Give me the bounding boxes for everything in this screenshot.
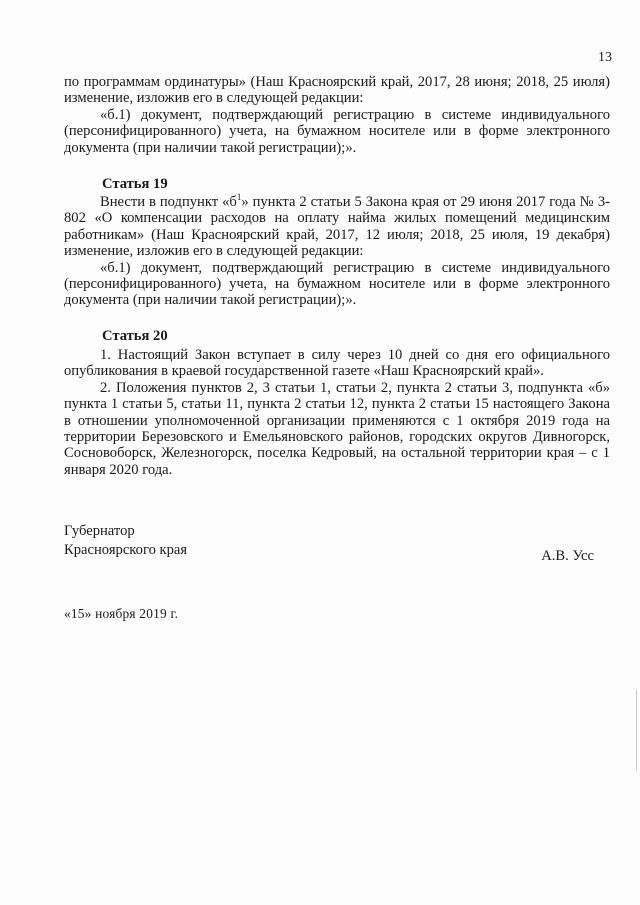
article-19-paragraph-1	[64, 194, 610, 260]
article-19-p1-after: » пункта 2 статьи 5 Закона края от 29 июня 2017 года № 3-802 «О компенсации расходов на оплату найма жилых помещений медицинским работникам» (Наш Красноярский край, 2017, 12 июля; 2018, 25 июля, 19 декабря) изменение, изложив его в следующей редакции:	[64, 194, 610, 260]
continuation-block	[64, 74, 610, 156]
page-number: 13	[598, 50, 612, 65]
signature-title-line-1: Губернатор	[64, 523, 135, 539]
signature-title-line-2: Красноярского края	[64, 542, 188, 558]
continuation-paragraph: по программам ординатуры» (Наш Красноярский край, 2017, 28 июня; 2018, 25 июля) изменение, изложив его в следующей редакции:	[64, 74, 610, 107]
article-20-heading: Статья 20	[102, 328, 168, 344]
article-20-paragraph-1: 1. Настоящий Закон вступает в силу через 10 дней со дня его официального опубликования в краевой государственной газете «Наш Красноярский край».	[64, 347, 610, 380]
document-date: «15» ноября 2019 г.	[64, 606, 179, 621]
article-19-heading: Статья 19	[102, 176, 168, 192]
amendment-text: «б.1) документ, подтверждающий регистрацию в системе индивидуального (персонифицированного) учета, на бумажном носителе или в форме электронного документа (при наличии такой регистрации);».	[64, 106, 610, 156]
article-19-p1-superscript: 1	[236, 192, 242, 203]
signature-name: А.В. Усс	[541, 548, 594, 564]
scan-edge-mark	[636, 690, 637, 770]
article-19-p1-before: Внести в подпункт «б	[100, 194, 237, 210]
signature-title	[64, 522, 187, 560]
article-19-paragraph-2: «б.1) документ, подтверждающий регистрацию в системе индивидуального (персонифицированного) учета, на бумажном носителе или в форме электронного документа (при наличии такой регистрации);».	[64, 259, 610, 309]
article-20-body	[64, 347, 610, 478]
article-19-body	[64, 194, 610, 309]
article-20-paragraph-2: 2. Положения пунктов 2, 3 статьи 1, статьи 2, пункта 2 статьи 3, подпункта «б» пункта 1 статьи 5, статьи 11, пункта 2 статьи 12, пункта 2 статьи 15 настоящего Закона в отношении уполномоченной организации применяются с 1 октября 2019 года на территории Березовского и Емельяновского районов, городских округов Дивногорск, Сосновоборск, Железногорск, поселка Кедровый, на остальной территории края – с 1 января 2020 года.	[64, 379, 610, 478]
